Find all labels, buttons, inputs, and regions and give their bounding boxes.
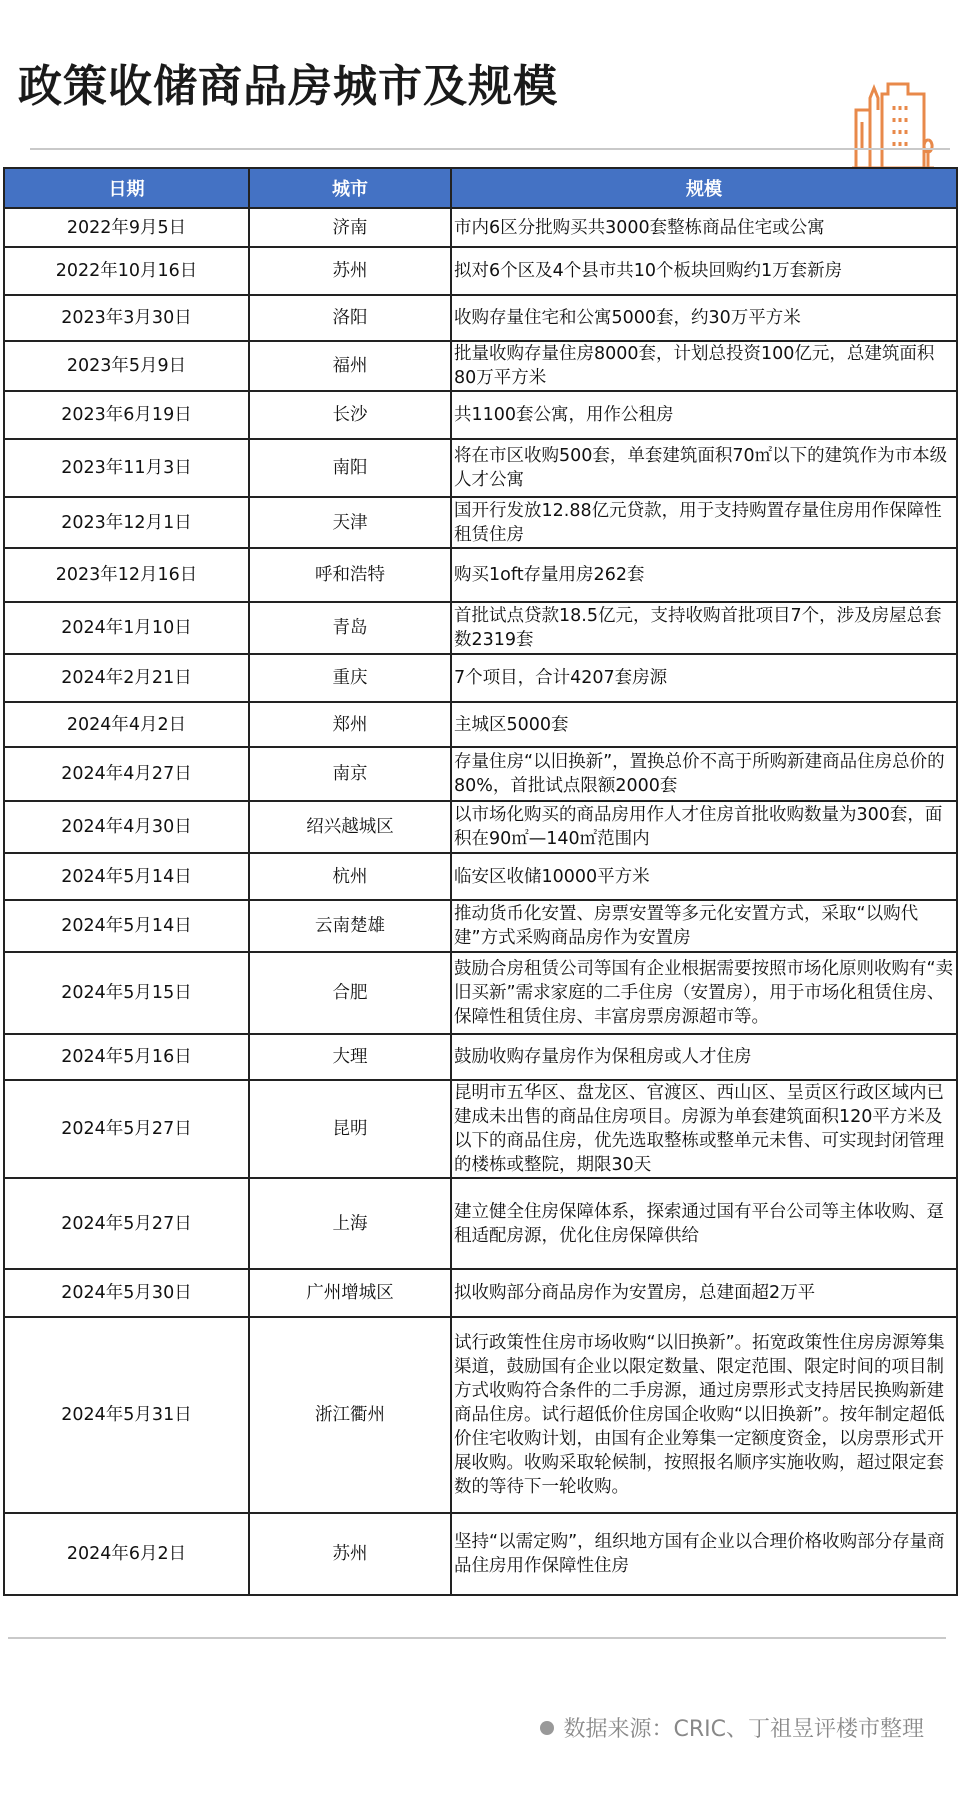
table-row bbox=[4, 548, 957, 602]
city-cell: 昆明 bbox=[249, 1080, 451, 1178]
date-cell: 2023年11月3日 bbox=[4, 439, 249, 497]
date-cell: 2022年9月5日 bbox=[4, 208, 249, 247]
table-row bbox=[4, 247, 957, 295]
city-cell: 长沙 bbox=[249, 391, 451, 439]
table-row bbox=[4, 1317, 957, 1513]
date-cell: 2024年5月15日 bbox=[4, 952, 249, 1034]
table-row bbox=[4, 853, 957, 900]
scale-cell: 批量收购存量住房8000套，计划总投资100亿元，总建筑面积80万平方米 bbox=[451, 341, 957, 391]
city-cell: 合肥 bbox=[249, 952, 451, 1034]
table-row bbox=[4, 341, 957, 391]
table-row bbox=[4, 439, 957, 497]
header-date: 日期 bbox=[4, 168, 249, 208]
scale-cell: 将在市区收购500套，单套建筑面积70㎡以下的建筑作为市本级人才公寓 bbox=[451, 439, 957, 497]
date-cell: 2024年5月31日 bbox=[4, 1317, 249, 1513]
scale-cell: 国开行发放12.88亿元贷款，用于支持购置存量住房用作保障性租赁住房 bbox=[451, 497, 957, 548]
date-cell: 2023年5月9日 bbox=[4, 341, 249, 391]
table-row bbox=[4, 391, 957, 439]
date-cell: 2022年10月16日 bbox=[4, 247, 249, 295]
city-cell: 上海 bbox=[249, 1178, 451, 1269]
date-cell: 2024年4月30日 bbox=[4, 801, 249, 853]
table-row bbox=[4, 801, 957, 853]
date-cell: 2023年12月1日 bbox=[4, 497, 249, 548]
date-cell: 2024年2月21日 bbox=[4, 654, 249, 702]
city-cell: 南京 bbox=[249, 747, 451, 801]
table-row bbox=[4, 900, 957, 952]
table-row bbox=[4, 1080, 957, 1178]
table-row bbox=[4, 1269, 957, 1317]
scale-cell: 购买1oft存量用房262套 bbox=[451, 548, 957, 602]
city-cell: 济南 bbox=[249, 208, 451, 247]
table-header-row bbox=[4, 168, 957, 208]
scale-cell: 拟收购部分商品房作为安置房，总建面超2万平 bbox=[451, 1269, 957, 1317]
date-cell: 2024年6月2日 bbox=[4, 1513, 249, 1595]
scale-cell: 共1100套公寓，用作公租房 bbox=[451, 391, 957, 439]
city-cell: 浙江衢州 bbox=[249, 1317, 451, 1513]
bullet-icon bbox=[540, 1721, 554, 1735]
divider bbox=[30, 148, 950, 150]
scale-cell: 昆明市五华区、盘龙区、官渡区、西山区、呈贡区行政区域内已建成未出售的商品住房项目。房源为单套建筑面积120平方米及以下的商品住房，优先选取整栋或整单元未售、可实现封闭管理的楼栋或整院，期限30天 bbox=[451, 1080, 957, 1178]
table-row bbox=[4, 1513, 957, 1595]
date-cell: 2024年5月14日 bbox=[4, 900, 249, 952]
table-row bbox=[4, 602, 957, 654]
header-scale: 规模 bbox=[451, 168, 957, 208]
date-cell: 2024年5月27日 bbox=[4, 1178, 249, 1269]
scale-cell: 拟对6个区及4个县市共10个板块回购约1万套新房 bbox=[451, 247, 957, 295]
city-cell: 天津 bbox=[249, 497, 451, 548]
scale-cell: 临安区收储10000平方米 bbox=[451, 853, 957, 900]
city-cell: 大理 bbox=[249, 1034, 451, 1080]
policy-table bbox=[3, 167, 958, 1596]
city-cell: 洛阳 bbox=[249, 295, 451, 341]
source-note bbox=[540, 1712, 925, 1743]
scale-cell: 市内6区分批购买共3000套整栋商品住宅或公寓 bbox=[451, 208, 957, 247]
header-city: 城市 bbox=[249, 168, 451, 208]
scale-cell: 7个项目，合计4207套房源 bbox=[451, 654, 957, 702]
scale-cell: 坚持“以需定购”，组织地方国有企业以合理价格收购部分存量商品住房用作保障性住房 bbox=[451, 1513, 957, 1595]
table-row bbox=[4, 208, 957, 247]
source-text: 数据来源：CRIC、丁祖昱评楼市整理 bbox=[563, 1717, 924, 1742]
scale-cell: 鼓励合房租赁公司等国有企业根据需要按照市场化原则收购有“卖旧买新”需求家庭的二手住房（安置房），用于市场化租赁住房、保障性租赁住房、丰富房票房源超市等。 bbox=[451, 952, 957, 1034]
page-title: 政策收储商品房城市及规模 bbox=[18, 61, 558, 112]
date-cell: 2024年5月16日 bbox=[4, 1034, 249, 1080]
scale-cell: 以市场化购买的商品房用作人才住房首批收购数量为300套，面积在90㎡—140㎡范围内 bbox=[451, 801, 957, 853]
date-cell: 2024年5月14日 bbox=[4, 853, 249, 900]
scale-cell: 鼓励收购存量房作为保租房或人才住房 bbox=[451, 1034, 957, 1080]
city-cell: 苏州 bbox=[249, 247, 451, 295]
scale-cell: 推动货币化安置、房票安置等多元化安置方式，采取“以购代建”方式采购商品房作为安置房 bbox=[451, 900, 957, 952]
table-row bbox=[4, 702, 957, 747]
table-row bbox=[4, 1034, 957, 1080]
table-row bbox=[4, 747, 957, 801]
table-row bbox=[4, 497, 957, 548]
city-cell: 苏州 bbox=[249, 1513, 451, 1595]
date-cell: 2024年1月10日 bbox=[4, 602, 249, 654]
date-cell: 2024年4月2日 bbox=[4, 702, 249, 747]
table-row bbox=[4, 295, 957, 341]
date-cell: 2024年5月30日 bbox=[4, 1269, 249, 1317]
scale-cell: 存量住房“以旧换新”，置换总价不高于所购新建商品住房总价的80%，首批试点限额2000套 bbox=[451, 747, 957, 801]
table-row bbox=[4, 952, 957, 1034]
table-row bbox=[4, 1178, 957, 1269]
scale-cell: 主城区5000套 bbox=[451, 702, 957, 747]
city-cell: 南阳 bbox=[249, 439, 451, 497]
city-cell: 郑州 bbox=[249, 702, 451, 747]
scale-cell: 首批试点贷款18.5亿元，支持收购首批项目7个，涉及房屋总套数2319套 bbox=[451, 602, 957, 654]
city-cell: 福州 bbox=[249, 341, 451, 391]
table-row bbox=[4, 654, 957, 702]
buildings-icon bbox=[848, 70, 936, 170]
city-cell: 杭州 bbox=[249, 853, 451, 900]
date-cell: 2023年12月16日 bbox=[4, 548, 249, 602]
date-cell: 2024年4月27日 bbox=[4, 747, 249, 801]
date-cell: 2024年5月27日 bbox=[4, 1080, 249, 1178]
date-cell: 2023年3月30日 bbox=[4, 295, 249, 341]
divider bbox=[8, 1637, 946, 1639]
city-cell: 绍兴越城区 bbox=[249, 801, 451, 853]
city-cell: 重庆 bbox=[249, 654, 451, 702]
scale-cell: 建立健全住房保障体系，探索通过国有平台公司等主体收购、趸租适配房源，优化住房保障供给 bbox=[451, 1178, 957, 1269]
city-cell: 青岛 bbox=[249, 602, 451, 654]
date-cell: 2023年6月19日 bbox=[4, 391, 249, 439]
scale-cell: 收购存量住宅和公寓5000套，约30万平方米 bbox=[451, 295, 957, 341]
city-cell: 云南楚雄 bbox=[249, 900, 451, 952]
city-cell: 广州增城区 bbox=[249, 1269, 451, 1317]
city-cell: 呼和浩特 bbox=[249, 548, 451, 602]
scale-cell: 试行政策性住房市场收购“以旧换新”。拓宽政策性住房房源筹集渠道，鼓励国有企业以限定数量、限定范围、限定时间的项目制方式收购符合条件的二手房源，通过房票形式支持居民换购新建商品住房。试行超低价住房国企收购“以旧换新”。按年制定超低价住宅收购计划，由国有企业筹集一定额度资金，以房票形式开展收购。收购采取轮候制，按照报名顺序实施收购，超过限定套数的等待下一轮收购。 bbox=[451, 1317, 957, 1513]
